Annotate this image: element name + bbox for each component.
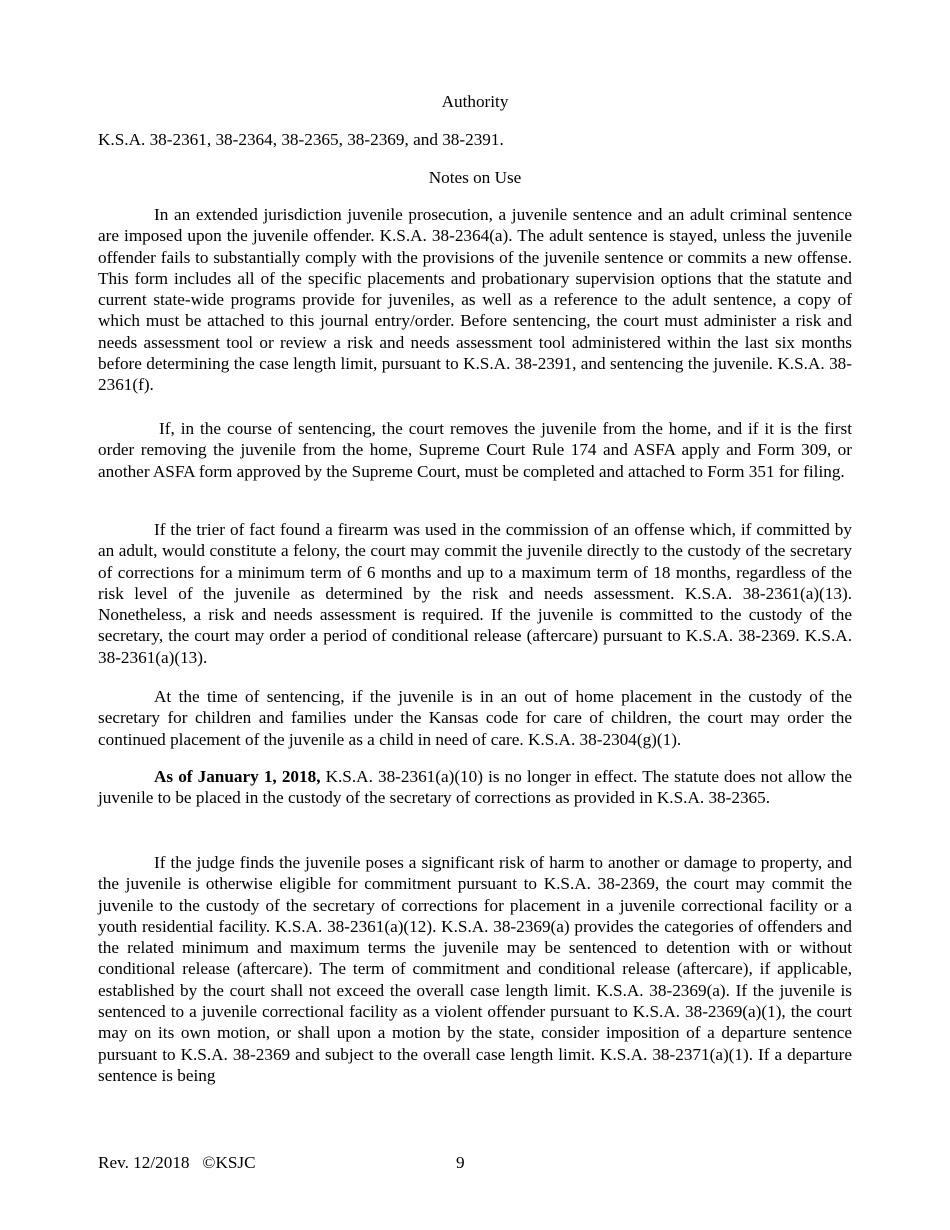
notes-paragraph-firearm: If the trier of fact found a firearm was used in the commission of an offense which, if committed by an adult, would constitute a felony, the court may commit the juvenile directly to the custody of the secretary of corrections for a minimum term of 6 months and up to a maximum term of 18 months, regardless of the risk level of the juvenile as determined by the risk and needs assessment. K.S.A. 38-2361(a)(13). Nonetheless, a risk and needs assessment is required. If the juvenile is committed to the custody of the secretary, the court may order a period of conditional release (aftercare) pursuant to K.S.A. 38-2369. K.S.A. 38-2361(a)(13). <box>98 520 852 667</box>
notes-paragraph-risk: If the judge finds the juvenile poses a significant risk of harm to another or damage to property, and the juvenile is otherwise eligible for commitment pursuant to K.S.A. 38-2369, the court may commit the juvenile to the custody of the secretary of corrections for placement in a juvenile correctional facility or a youth residential facility. K.S.A. 38-2361(a)(12). K.S.A. 38-2369(a) provides the categories of offenders and the related minimum and maximum terms the juvenile may be sentenced to detention with or without conditional release (aftercare). The term of commitment and conditional release (aftercare), if applicable, established by the court shall not exceed the overall case length limit. K.S.A. 38-2369(a). If the juvenile is sentenced to a juvenile correctional facility as a violent offender pursuant to K.S.A. 38-2369(a)(1), the court may on its own motion, or shall upon a motion by the state, consider imposition of a departure sentence pursuant to K.S.A. 38-2369 and subject to the overall case length limit. K.S.A. 38-2371(a)(1). If a departure sentence is being <box>98 853 852 1085</box>
notes-paragraph-out-of-home: At the time of sentencing, if the juvenile is in an out of home placement in the custody of the secretary for children and families under the Kansas code for care of children, the court may order the continued placement of the juvenile as a child in need of care. K.S.A. 38-2304(g)(1). <box>98 687 852 749</box>
footer-revision: Rev. 12/2018 ©KSJC <box>98 1153 256 1172</box>
notes-paragraph-removal: If, in the course of sentencing, the court removes the juvenile from the home, and if it is the first order removing the juvenile from the home, Supreme Court Rule 174 and ASFA apply and Form 309, or another ASFA form approved by the Supreme Court, must be completed and attached to Form 351 for filing. <box>98 419 852 481</box>
notes-on-use-heading: Notes on Use <box>428 168 522 187</box>
effective-date-text: K.S.A. 38-2361(a)(10) is no longer in effect. The statute does not allow the juvenile to be placed in the custody of the secretary of corrections as provided in K.S.A. 38-2365. <box>98 767 852 808</box>
notes-paragraph-ejj: In an extended jurisdiction juvenile prosecution, a juvenile sentence and an adult criminal sentence are imposed upon the juvenile offender. K.S.A. 38-2364(a). The adult sentence is stayed, unless the juvenile offender fails to substantially comply with the provisions of the juvenile sentence or commits a new offense. This form includes all of the specific placements and probationary supervision options that the statute and current state-wide programs provide for juveniles, as well as a reference to the adult sentence, a copy of which must be attached to this journal entry/order. Before sentencing, the court must administer a risk and needs assessment tool or review a risk and needs assessment tool administered within the last six months before determining the case length limit, pursuant to K.S.A. 38-2391, and sentencing the juvenile. K.S.A. 38-2361(f). <box>98 205 852 395</box>
notes-paragraph-effective-date <box>98 766 852 809</box>
footer-page-number: 9 <box>456 1153 465 1172</box>
effective-date-lead: As of January 1, 2018, <box>154 767 321 786</box>
authority-heading: Authority <box>441 92 509 111</box>
authority-citations: K.S.A. 38-2361, 38-2364, 38-2365, 38-2369, and 38-2391. <box>98 130 504 149</box>
